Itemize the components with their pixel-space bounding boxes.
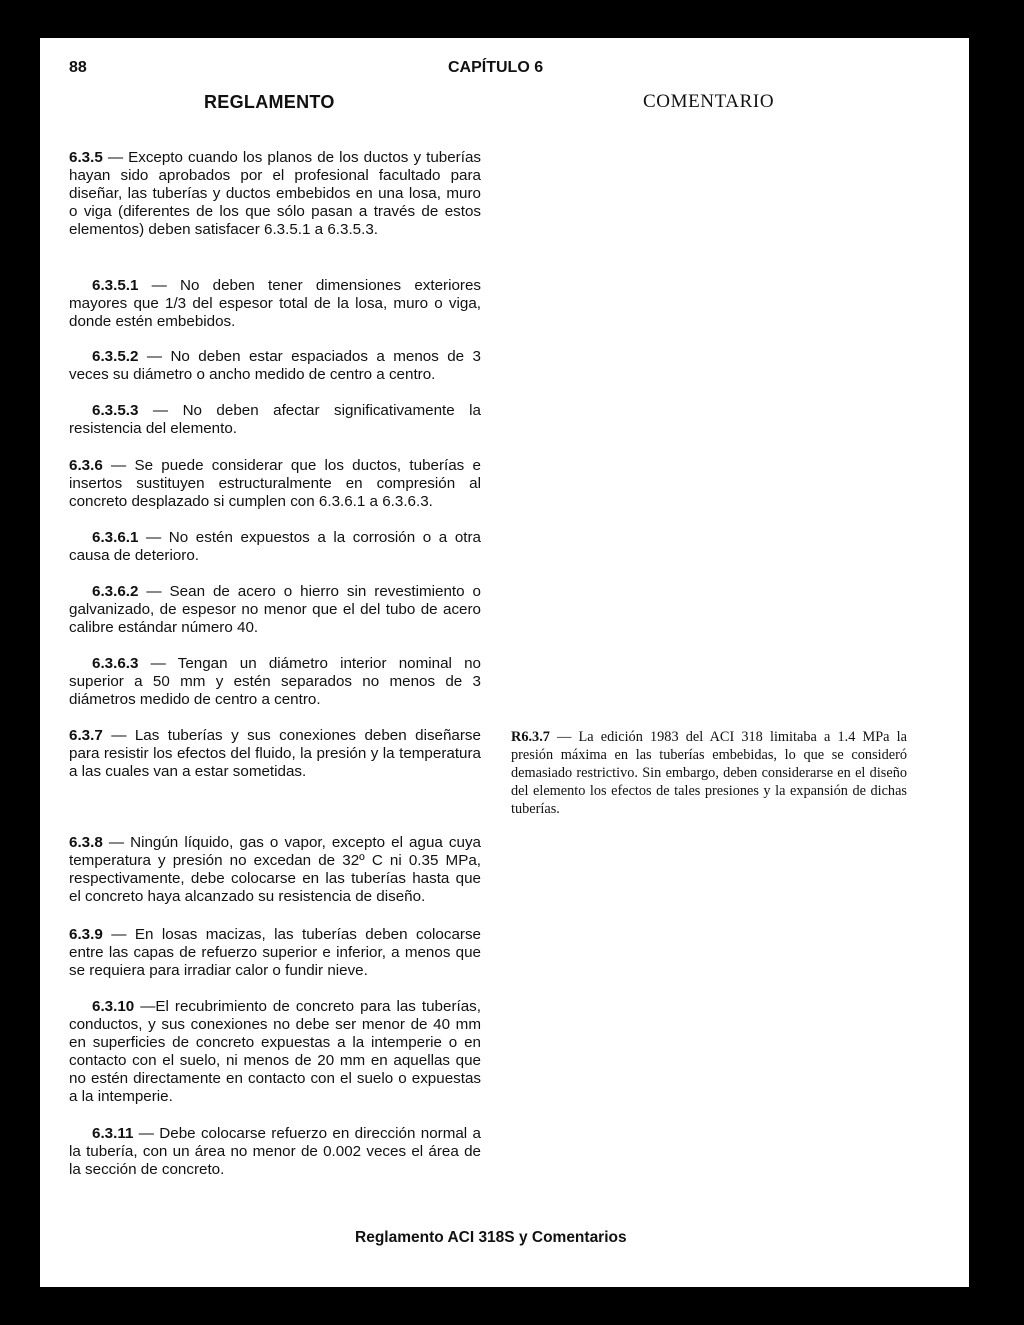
section-separator: — [138, 402, 183, 419]
page-footer: Reglamento ACI 318S y Comentarios [355, 1229, 627, 1246]
section-number: 6.3.6 [69, 457, 103, 474]
section-6-3-7 [69, 727, 481, 781]
section-6-3-5-2 [69, 348, 481, 384]
section-number: 6.3.7 [69, 727, 103, 744]
section-text: En losas macizas, las tuberías deben colocarse entre las capas de refuerzo superior e inferior, a menos que se requiera para irradiar calor o fundir nieve. [69, 926, 481, 980]
section-number: 6.3.5.3 [92, 402, 139, 419]
section-separator: — [102, 149, 129, 166]
reglamento-heading: REGLAMENTO [204, 92, 335, 112]
section-6-3-10 [69, 998, 481, 1107]
section-separator: — [134, 998, 156, 1015]
commentary-text: La edición 1983 del ACI 318 limitaba a 1.4 MPa la presión máxima en las tuberías embebidas, lo que se consideró demasiado restrictivo. Sin embargo, deben considerarse en el diseño del elemento los efectos de tales presiones y la expansión de dichas tuberías. [511, 729, 907, 817]
section-6-3-9 [69, 926, 481, 980]
section-separator: — [102, 727, 135, 744]
section-6-3-6-3 [69, 655, 481, 709]
section-number: 6.3.6.2 [92, 583, 139, 600]
section-6-3-6-2 [69, 583, 481, 637]
section-separator: — [138, 529, 169, 546]
section-text: Debe colocarse refuerzo en dirección normal a la tubería, con un área no menor de 0.002 veces el área de la sección de concreto. [69, 1125, 481, 1179]
section-text: Tengan un diámetro interior nominal no superior a 50 mm y estén separados no menos de 3 diámetros medido de centro a centro. [69, 655, 481, 709]
section-number: 6.3.9 [69, 926, 103, 943]
section-text: Se puede considerar que los ductos, tuberías e insertos sustituyen estructuralmente en compresión al concreto desplazado si cumplen con 6.3.6.1 a 6.3.6.3. [69, 457, 481, 511]
section-text: El recubrimiento de concreto para las tuberías, conductos, y sus conexiones no debe ser menor de 40 mm en superficies de concreto expuestas a la intemperie o en contacto con el suelo, ni menos de 20 mm en aquellas que no estén directamente en contacto con el suelo o expuestas a la intemperie. [69, 998, 481, 1106]
section-number: 6.3.11 [92, 1125, 134, 1142]
section-number: 6.3.6.3 [92, 655, 139, 672]
section-text: Ningún líquido, gas o vapor, excepto el agua cuya temperatura y presión no excedan de 32º C ni 0.35 MPa, respectivamente, debe colocarse en las tuberías hasta que el concreto haya alcanzado su resistencia de diseño. [69, 834, 481, 906]
section-separator: — [102, 834, 131, 851]
section-6-3-11 [69, 1125, 481, 1179]
section-6-3-5 [69, 149, 481, 239]
section-text: No deben tener dimensiones exteriores mayores que 1/3 del espesor total de la losa, muro o viga, donde estén embebidos. [69, 277, 481, 331]
section-text: No deben estar espaciados a menos de 3 veces su diámetro o ancho medido de centro a centro. [69, 348, 481, 384]
document-page [40, 38, 969, 1287]
section-text: No estén expuestos a la corrosión o a otra causa de deterioro. [69, 529, 481, 565]
section-number: 6.3.10 [92, 998, 135, 1015]
comentario-heading: COMENTARIO [643, 91, 775, 112]
page-number: 88 [69, 59, 87, 76]
section-text: No deben afectar significativamente la resistencia del elemento. [69, 402, 481, 438]
section-text: Las tuberías y sus conexiones deben diseñarse para resistir los efectos del fluido, la presión y la temperatura a las cuales van a estar sometidas. [69, 727, 481, 781]
section-text: Sean de acero o hierro sin revestimiento o galvanizado, de espesor no menor que el del tubo de acero calibre estándar número 40. [69, 583, 481, 637]
section-number: 6.3.6.1 [92, 529, 139, 546]
section-separator: — [102, 457, 135, 474]
section-text: Excepto cuando los planos de los ductos y tuberías hayan sido aprobados por el profesional facultado para diseñar, las tuberías y ductos embebidos en una losa, muro o viga (diferentes de los que sólo pasan a través de estos elementos) deben satisfacer 6.3.5.1 a 6.3.5.3. [69, 149, 481, 239]
section-separator: — [138, 277, 181, 294]
commentary-separator: — [549, 729, 579, 745]
section-number: 6.3.5 [69, 149, 103, 166]
section-6-3-5-1 [69, 277, 481, 331]
section-number: 6.3.8 [69, 834, 103, 851]
section-6-3-8 [69, 834, 481, 906]
section-separator: — [138, 655, 178, 672]
commentary-number: R6.3.7 [511, 729, 550, 745]
chapter-title: CAPÍTULO 6 [448, 59, 544, 76]
section-separator: — [102, 926, 135, 943]
section-separator: — [133, 1125, 160, 1142]
section-separator: — [138, 348, 171, 365]
section-separator: — [138, 583, 170, 600]
section-6-3-6 [69, 457, 481, 511]
section-6-3-5-3 [69, 402, 481, 438]
section-number: 6.3.5.1 [92, 277, 139, 294]
section-number: 6.3.5.2 [92, 348, 139, 365]
commentary-r6-3-7 [511, 728, 907, 818]
section-6-3-6-1 [69, 529, 481, 565]
